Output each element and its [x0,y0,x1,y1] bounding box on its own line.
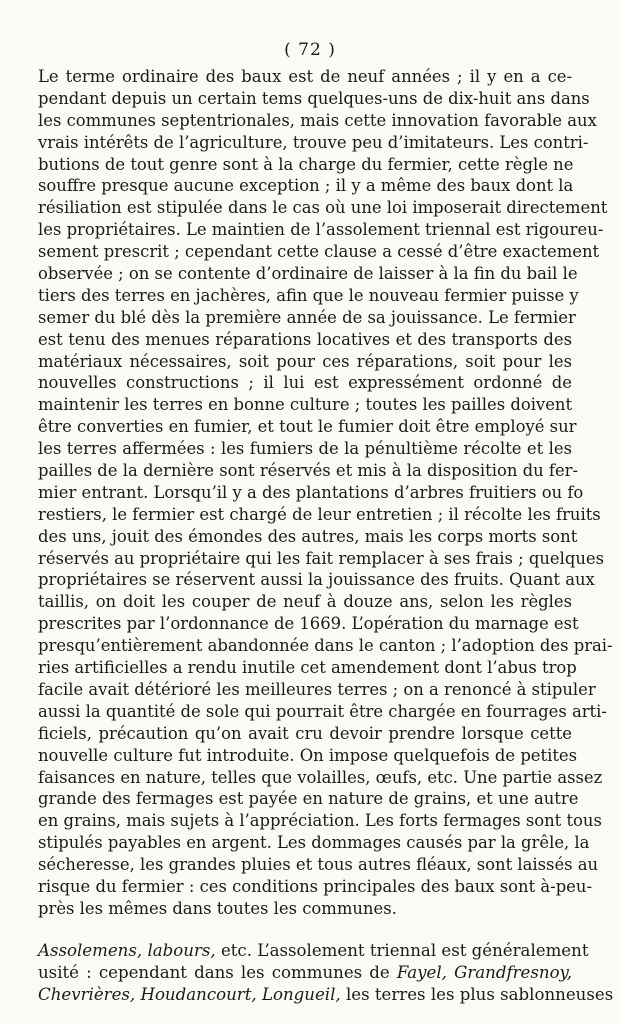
text-line: des uns, jouit des émondes des autres, mais les corps morts sont [38,526,578,546]
text-line: pailles de la dernière sont réservés et mis à la disposition du fer- [38,461,579,481]
text-line: maintenir les terres en bonne culture ; toutes les pailles doivent [38,395,573,415]
place-name: Houdancourt, [140,984,257,1004]
text-line: risque du fermier : ces conditions principales des baux sont à-peu- [38,876,592,896]
text-line: les propriétaires. Le maintien de l’assolement triennal est rigoureu- [38,220,604,240]
text-line [38,984,614,1006]
text-line: sécheresse, les grandes pluies et tous autres fléaux, sont laissés au [38,855,599,875]
text-span: les terres les plus sablonneuses [340,984,614,1004]
text-line: stipulés payables en argent. Les dommages causés par la grêle, la [38,833,590,853]
place-name: Longueil, [261,984,341,1004]
text-line [38,940,589,962]
text-line: facile avait détérioré les meilleures terres ; on a renoncé à stipuler [38,679,596,699]
text-line: sement prescrit ; cependant cette clause a cessé d’être exactement [38,242,600,262]
place-name: Grandfresnoy, [454,962,572,982]
paragraph-rotations [38,940,614,1006]
text-line: prescrites par l’ordonnance de 1669. L’opération du marnage est [38,614,579,634]
text-line: nouvelles constructions ; il lui est expressément ordonné de [38,373,572,393]
text-line: en grains, mais sujets à l’appréciation. Les forts fermages sont tous [38,811,602,831]
text-line: les communes septentrionales, mais cette innovation favorable aux [38,110,597,130]
text-line: faisances en nature, telles que volailles, œufs, etc. Une partie assez [38,767,603,787]
text-line: réservés au propriétaire qui les fait remplacer à ses frais ; quelques [38,548,604,568]
text-line [38,962,572,984]
text-line: vrais intérêts de l’agriculture, trouve peu d’imitateurs. Les contri- [38,132,589,152]
page-number: ( 72 ) [284,40,336,60]
text-line: semer du blé dès la première année de sa jouissance. Le fermier [38,307,576,327]
text-line: les terres affermées : les fumiers de la pénultième récolte et les [38,439,572,459]
section-heading: Assolemens, labours, [38,940,216,960]
text-line: ries artificielles a rendu inutile cet amendement dont l’abus trop [38,658,577,678]
text-line: butions de tout genre sont à la charge du fermier, cette règle ne [38,154,574,174]
paragraph-leases [38,66,613,920]
text-line: propriétaires se réservent aussi la jouissance des fruits. Quant aux [38,570,595,590]
text-line: mier entrant. Lorsqu’il y a des plantations d’arbres fruitiers ou fo [38,482,584,502]
text-span: etc. L’assolement triennal est généralement [215,940,589,960]
place-name: Chevrières, [38,984,136,1004]
text-line: Le terme ordinaire des baux est de neuf années ; il y en a ce- [38,67,572,86]
text-line: souffre presque aucune exception ; il y a même des baux dont la [38,176,574,196]
text-line: taillis, on doit les couper de neuf à douze ans, selon les règles [38,592,572,612]
text-line: être converties en fumier, et tout le fumier doit être employé sur [38,417,577,437]
text-line: nouvelle culture fut introduite. On impose quelquefois de petites [38,745,578,765]
text-line: près les mêmes dans toutes les communes. [38,898,397,918]
text-line: presqu’entièrement abandonnée dans le canton ; l’adoption des prai- [38,636,613,656]
text-line: tiers des terres en jachères, afin que le nouveau fermier puisse y [38,285,579,305]
text-line: résiliation est stipulée dans le cas où une loi imposerait directement [38,198,608,218]
body-text [38,66,614,1005]
text-line: ficiels, précaution qu’on avait cru devoir prendre lorsque cette [38,723,572,743]
text-line: aussi la quantité de sole qui pourrait être chargée en fourrages arti- [38,701,607,721]
text-span: usité : cependant dans les communes de [38,962,397,982]
text-line: observée ; on se contente d’ordinaire de laisser à la fin du bail le [38,264,578,284]
text-line: est tenu des menues réparations locatives et des transports des [38,329,572,349]
text-line: pendant depuis un certain tems quelques-uns de dix-huit ans dans [38,88,590,108]
text-line: grande des fermages est payée en nature de grains, et une autre [38,789,579,809]
text-line: matériaux nécessaires, soit pour ces réparations, soit pour les [38,351,572,371]
text-line: restiers, le fermier est chargé de leur entretien ; il récolte les fruits [38,504,601,524]
place-name: Fayel, [396,962,447,982]
